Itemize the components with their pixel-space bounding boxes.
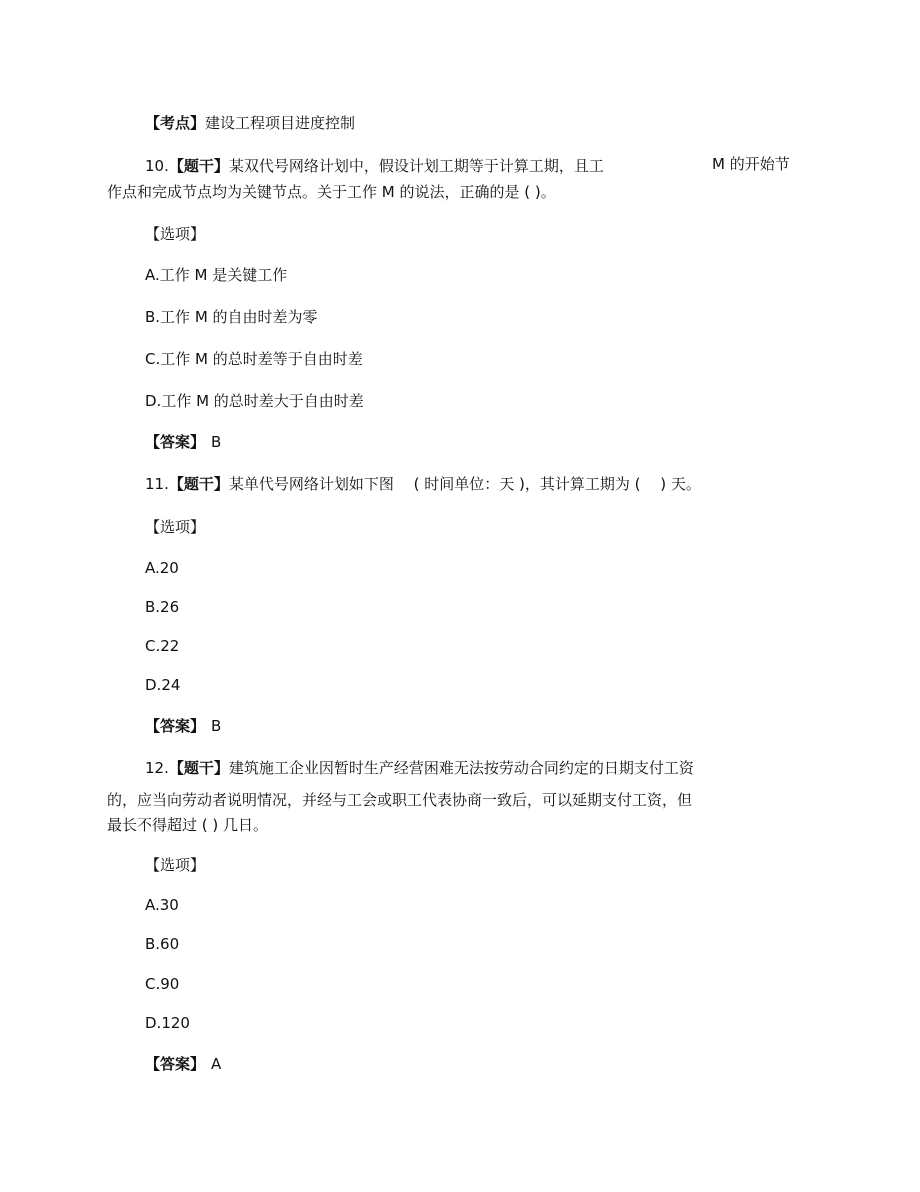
q12-stem-line3: 最长不得超过 ( ) 几日。 (107, 816, 269, 834)
q11-option-d: D.24 (145, 676, 181, 694)
q11-answer (145, 716, 221, 736)
q12-option-a: A.30 (145, 896, 179, 914)
q10-option-b: B.工作 M 的自由时差为零 (145, 308, 318, 326)
q11-options-label: 【选项】 (145, 518, 206, 536)
kaodian-text: 建设工程项目进度控制 (205, 114, 356, 132)
q11-option-a: A.20 (145, 559, 179, 577)
q11-stem-label: 【题干】 (168, 475, 229, 493)
q11-stem (145, 474, 701, 494)
q10-option-d: D.工作 M 的总时差大于自由时差 (145, 392, 364, 410)
q12-answer (145, 1054, 221, 1074)
q12-option-c: C.90 (145, 975, 180, 993)
q12-options-label: 【选项】 (145, 856, 206, 874)
q10-answer (145, 432, 221, 452)
q11-option-b: B.26 (145, 598, 180, 616)
q10-options-label: 【选项】 (145, 225, 206, 243)
q10-option-a: A.工作 M 是关键工作 (145, 266, 288, 284)
q11-stem-text: 某单代号网络计划如下图 ( 时间单位：天 )，其计算工期为 ( ) 天。 (228, 475, 701, 493)
q12-option-b: B.60 (145, 935, 180, 953)
q10-answer-value: B (211, 433, 222, 451)
q12-option-d: D.120 (145, 1014, 190, 1032)
q11-answer-label: 【答案】 (145, 717, 206, 735)
q11-option-c: C.22 (145, 637, 180, 655)
q10-number: 10. (145, 157, 169, 175)
q12-answer-value: A (211, 1055, 222, 1073)
q10-answer-label: 【答案】 (145, 433, 206, 451)
q10-option-c: C.工作 M 的总时差等于自由时差 (145, 350, 363, 368)
q10-stem-text1: 某双代号网络计划中，假设计划工期等于计算工期，且工 (228, 157, 604, 175)
q11-answer-value: B (211, 717, 222, 735)
q12-stem-text1: 建筑施工企业因暂时生产经营困难无法按劳动合同约定的日期支付工资 (228, 759, 694, 777)
q10-stem-label: 【题干】 (168, 157, 229, 175)
q12-answer-label: 【答案】 (145, 1055, 206, 1073)
q12-stem-line1 (145, 758, 694, 778)
q12-stem-label: 【题干】 (168, 759, 229, 777)
q10-stem-line1-tail: M 的开始节 (712, 155, 790, 173)
q12-stem-line2: 的，应当向劳动者说明情况，并经与工会或职工代表协商一致后，可以延期支付工资，但 (107, 791, 693, 809)
q11-number: 11. (145, 475, 169, 493)
q10-stem-line1 (145, 156, 604, 176)
q10-stem-line2: 作点和完成节点均为关键节点。关于工作 M 的说法，正确的是 ( )。 (107, 183, 556, 201)
kaodian-line (145, 113, 355, 133)
q12-number: 12. (145, 759, 169, 777)
kaodian-label: 【考点】 (145, 114, 206, 132)
